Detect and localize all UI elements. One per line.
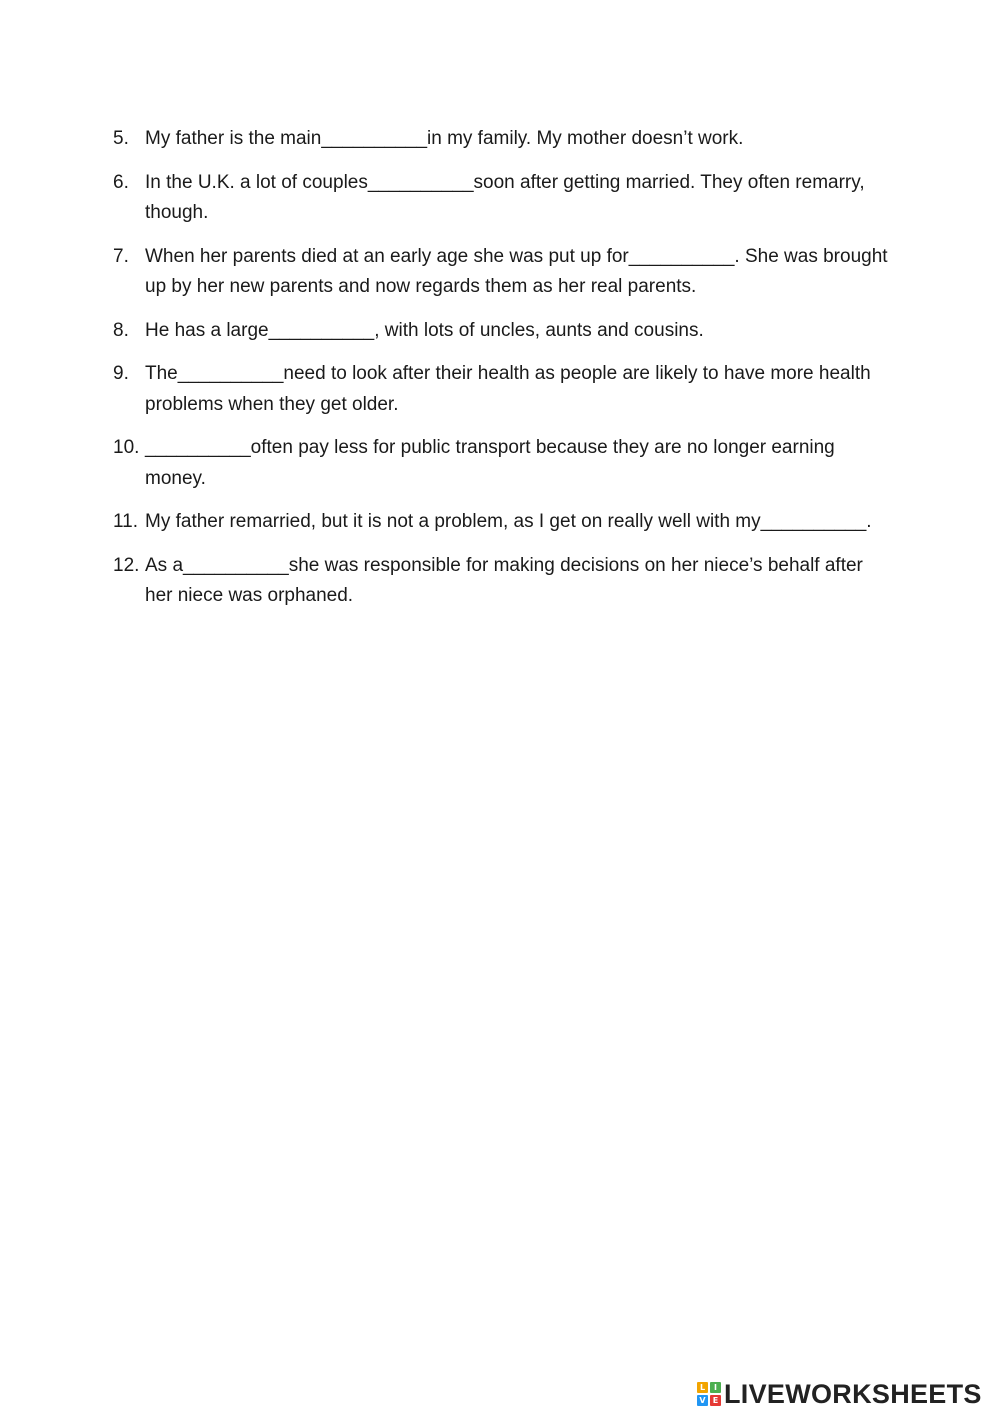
exercise-item-7 (113, 242, 893, 303)
exercise-number: 7. (113, 245, 129, 267)
exercise-text: My father is the main__________in my family. My mother doesn’t work. (145, 128, 744, 149)
logo-tile: I (710, 1382, 721, 1393)
exercise-number: 11. (113, 511, 139, 532)
brand-name: LIVEWORKSHEETS (724, 1378, 982, 1409)
exercise-number: 12. (113, 554, 140, 576)
exercise-text: As a__________she was responsible for making decisions on her niece’s behalf after her niece was orphaned. (145, 554, 863, 606)
exercise-number: 9. (113, 363, 129, 384)
exercise-number: 8. (113, 319, 129, 341)
logo-tile: V (697, 1395, 708, 1406)
exercise-item-10 (113, 433, 893, 494)
logo-tile: L (697, 1382, 708, 1393)
exercise-text: He has a large__________, with lots of uncles, aunts and cousins. (145, 319, 704, 341)
exercise-text: My father remarried, but it is not a problem, as I get on really well with my__________. (145, 511, 872, 532)
logo-tile: E (710, 1395, 721, 1406)
exercise-item-12 (113, 551, 893, 612)
liveworksheets-brand (697, 1378, 982, 1410)
exercise-number: 10. (113, 437, 140, 458)
exercise-item-9 (113, 359, 893, 420)
exercise-text: In the U.K. a lot of couples__________soon after getting married. They often remarry, though. (145, 171, 865, 223)
exercise-text: The__________need to look after their health as people are likely to have more health problems when they get older. (145, 363, 871, 415)
exercise-number: 6. (113, 171, 129, 193)
exercise-text: When her parents died at an early age she was put up for__________. She was brought up by her new parents and now regards them as her real parents. (145, 245, 888, 297)
exercise-item-6 (113, 168, 893, 229)
exercise-item-5 (113, 124, 893, 155)
exercise-list (113, 124, 893, 625)
liveworksheets-logo-icon (697, 1382, 721, 1406)
exercise-item-8 (113, 316, 893, 347)
exercise-item-11 (113, 507, 893, 538)
exercise-text: __________often pay less for public transport because they are no longer earning money. (145, 437, 835, 489)
exercise-number: 5. (113, 128, 129, 149)
